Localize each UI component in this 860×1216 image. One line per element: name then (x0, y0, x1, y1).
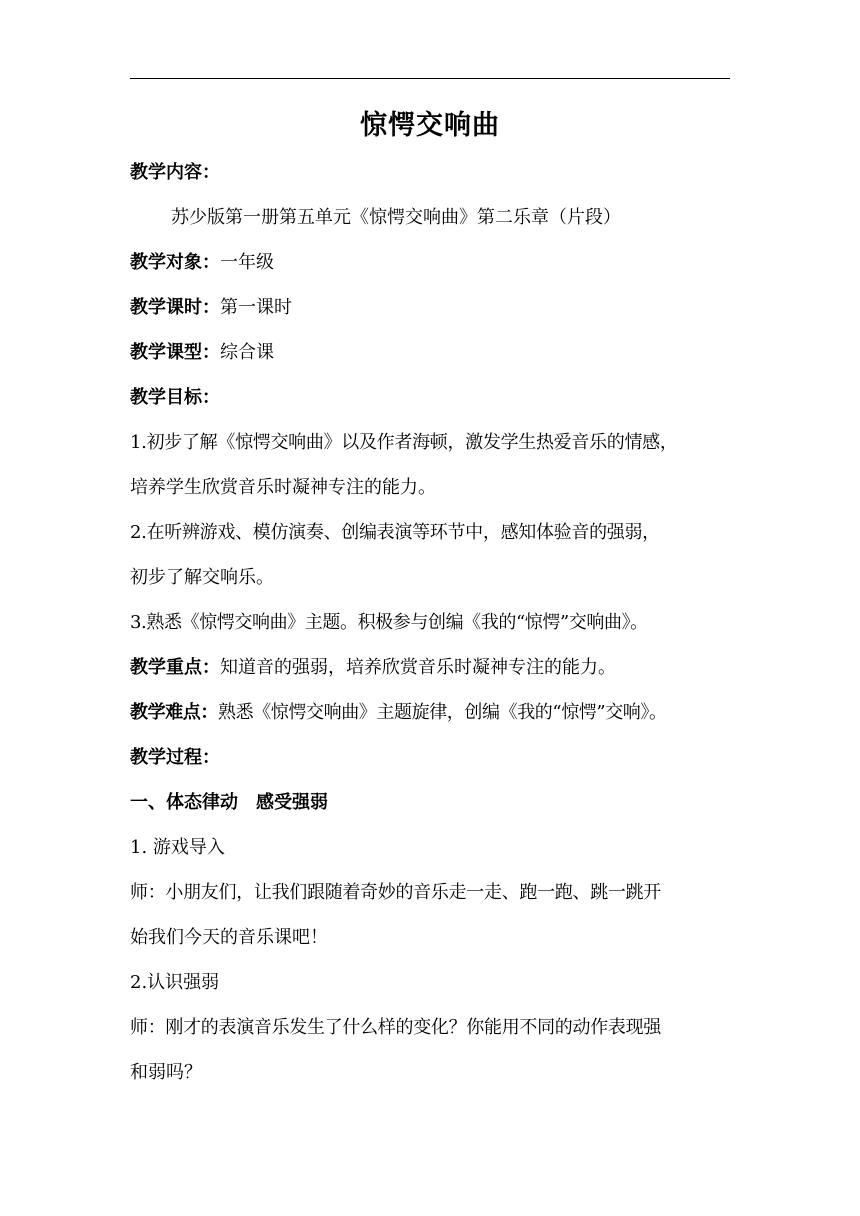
period-label: 教学课时： (130, 297, 220, 318)
audience-row (130, 251, 732, 275)
section-1-item-1-title: 1. 游戏导入 (130, 837, 225, 858)
section-1-item-2-title: 2.认识强弱 (130, 972, 220, 993)
objectives-label: 教学目标： (130, 387, 220, 408)
lesson-type-value: 综合课 (220, 342, 274, 363)
section-1-item-2-text-line-1: 师：刚才的表演音乐发生了什么样的变化？你能用不同的动作表现强 (130, 1017, 661, 1038)
document-title: 惊愕交响曲 (360, 110, 500, 141)
content-text: 苏少版第一册第五单元《惊愕交响曲》第二乐章（片段） (171, 207, 621, 228)
period-row (130, 296, 732, 320)
difficulty-value: 熟悉《惊愕交响曲》主题旋律，创编《我的“惊愕”交响》。 (218, 702, 667, 723)
period-value: 第一课时 (220, 297, 292, 318)
section-1-heading: 一、体态律动 感受强弱 (130, 792, 328, 813)
audience-value: 一年级 (220, 252, 274, 273)
objective-2-line-2: 初步了解交响乐。 (130, 567, 274, 588)
section-1-item-1-text-line-2: 始我们今天的音乐课吧！ (130, 927, 328, 948)
objective-1-line-1: 1.初步了解《惊愕交响曲》以及作者海顿，激发学生热爱音乐的情感， (130, 432, 678, 453)
difficulty-label: 教学难点： (130, 702, 218, 723)
audience-label: 教学对象： (130, 252, 220, 273)
lesson-type-row (130, 341, 732, 365)
difficulty-row (130, 701, 732, 725)
content-label: 教学内容： (130, 162, 220, 183)
key-point-row (130, 656, 732, 680)
section-1-item-1-text-line-1: 师：小朋友们，让我们跟随着奇妙的音乐走一走、跑一跑、跳一跳开 (130, 882, 661, 903)
lesson-type-label: 教学课型： (130, 342, 220, 363)
objective-2-line-1: 2.在听辨游戏、模仿演奏、创编表演等环节中，感知体验音的强弱， (130, 522, 660, 543)
key-point-label: 教学重点： (130, 657, 220, 678)
key-point-value: 知道音的强弱，培养欣赏音乐时凝神专注的能力。 (220, 657, 616, 678)
process-label: 教学过程： (130, 747, 220, 768)
header-rule (130, 78, 730, 79)
objective-1-line-2: 培养学生欣赏音乐时凝神专注的能力。 (130, 477, 436, 498)
objective-3: 3.熟悉《惊愕交响曲》主题。积极参与创编《我的“惊愕”交响曲》。 (130, 612, 648, 633)
section-1-item-2-text-line-2: 和弱吗？ (130, 1062, 202, 1083)
